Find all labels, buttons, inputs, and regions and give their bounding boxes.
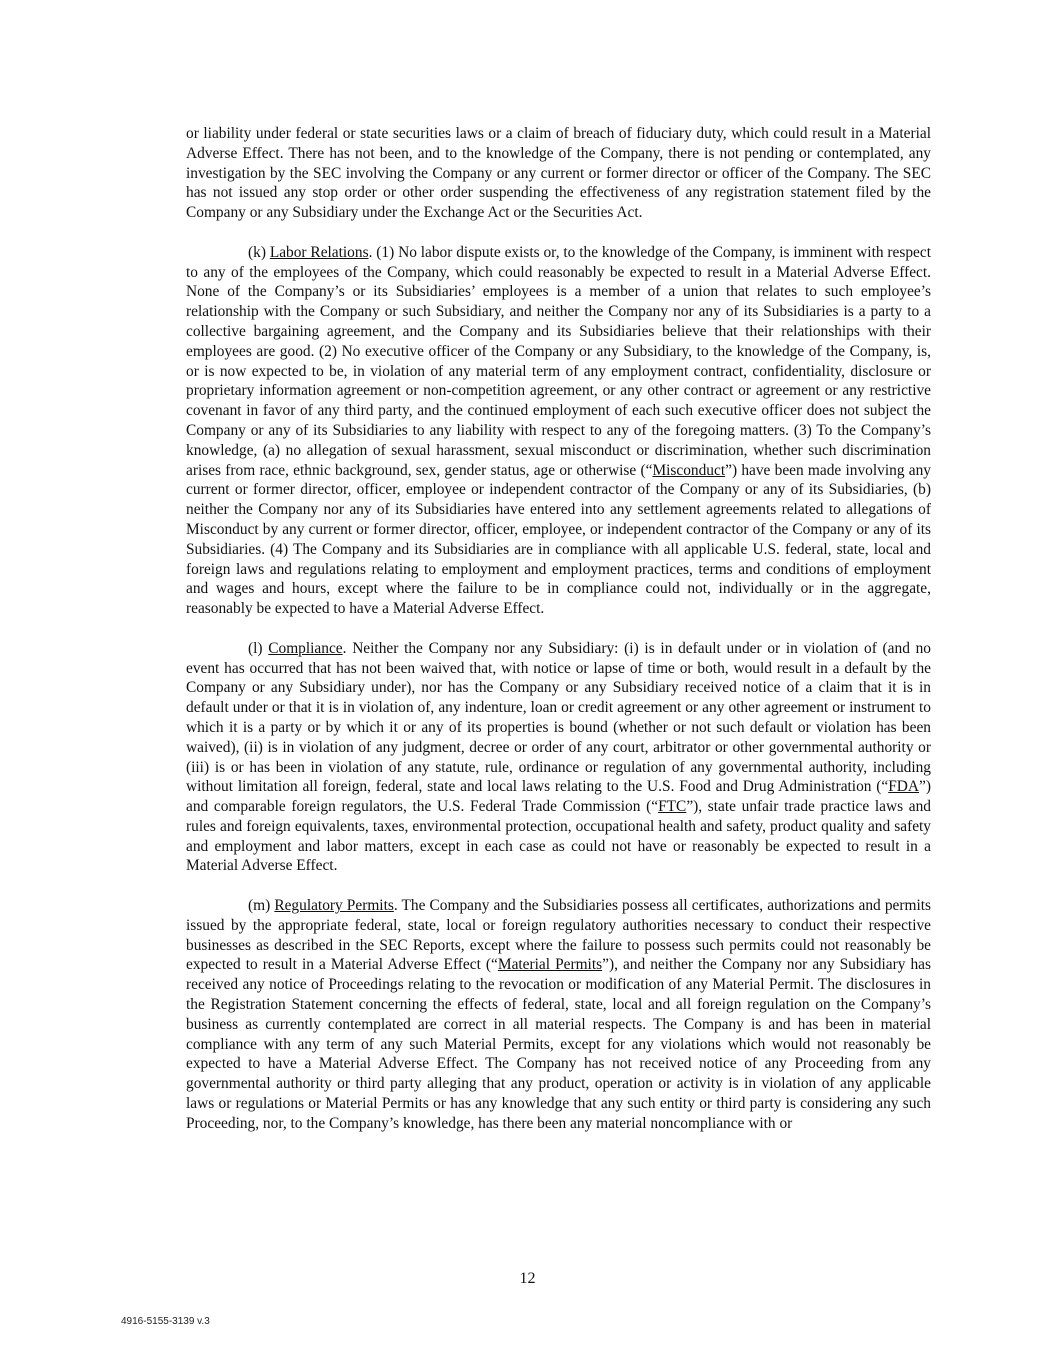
defined-term: FDA [888,778,920,796]
section-label: (l) [248,639,269,657]
document-id: 4916-5155-3139 v.3 [121,1316,210,1327]
section-l-compliance: (l) Compliance. Neither the Company nor any Subsidiary: (i) is in default under or in violation of (and no event has occurred that has not been waived that, with notice or lapse of time or both, would result in a default by the Company or any Subsidiary under), nor has the Company or any Subsidiary received notice of a claim that it is in default under or that it is in violation of, any indenture, loan or credit agreement or any other agreement or instrument to which it is a party or by which it or any of its properties is bound (whether or not such default or violation has been waived), (ii) is in violation of any judgment, decree or order of any court, arbitrator or other governmental authority or (iii) is or has been in violation of any statute, rule, ordinance or regulation of any governmental authority, including without limitation all foreign, federal, state and local laws relating to the U.S. Food and Drug Administration (“FDA”) and comparable foreign regulators, the U.S. Federal Trade Commission (“FTC”), state unfair trade practice laws and rules and foreign equivalents, taxes, environmental protection, occupational health and safety, product quality and safety and employment and labor matters, except in each case as could not have or reasonably be expected to result in a Material Adverse Effect. [186,639,931,875]
section-m-regulatory-permits: (m) Regulatory Permits. The Company and the Subsidiaries possess all certificates, authorizations and permits issued by the appropriate federal, state, local or foreign regulatory authorities necessary to conduct their respective businesses as described in the SEC Reports, except where the failure to possess such permits could not reasonably be expected to result in a Material Adverse Effect (“Material Permits”), and neither the Company nor any Subsidiary has received any notice of Proceedings relating to the revocation or modification of any Material Permit. The disclosures in the Registration Statement concerning the effects of federal, state, local and all foreign regulation on the Company’s business as currently contemplated are correct in all material respects. The Company is and has been in material compliance with any term of any such Material Permits, except for any violations which would not reasonably be expected to have a Material Adverse Effect. The Company has not received notice of any Proceeding from any governmental authority or third party alleging that any product, operation or activity is in violation of any applicable laws or regulations or Material Permits or has any knowledge that any such entity or third party is considering any such Proceeding, nor, to the Company’s knowledge, has there been any material noncompliance with or [186,897,932,1132]
document-body [186,124,931,1153]
paragraph-continuation: or liability under federal or state securities laws or a claim of breach of fiduciary duty, which could result in a Material Adverse Effect. There has not been, and to the knowledge of the Company, there is not pending or contemplated, any investigation by the SEC involving the Company or any current or former director or officer of the Company. The SEC has not issued any stop order or other order suspending the effectiveness of any registration statement filed by the Company or any Subsidiary under the Exchange Act or the Securities Act. [186,125,931,222]
defined-term: Material Permits [497,956,603,974]
section-heading: Labor Relations [269,243,369,261]
section-k-labor-relations: (k) Labor Relations. (1) No labor dispute exists or, to the knowledge of the Company, is imminent with respect to any of the employees of the Company, which could reasonably be expected to result in a Material Adverse Effect. None of the Company’s or its Subsidiaries’ employees is a member of a union that relates to such employee’s relationship with the Company or such Subsidiary, and neither the Company nor any of its Subsidiaries is a party to a collective bargaining agreement, and the Company and its Subsidiaries believe that their relationships with their employees are good. (2) No executive officer of the Company or any Subsidiary, to the knowledge of the Company, is, or is now expected to be, in violation of any material term of any employment contract, confidentiality, disclosure or proprietary information agreement or non-competition agreement, or any other contract or agreement or any restrictive covenant in favor of any third party, and the continued employment of each such executive officer does not subject the Company or any of its Subsidiaries to any liability with respect to any of the foregoing matters. (3) To the Company’s knowledge, (a) no allegation of sexual harassment, sexual misconduct or discrimination, whether such discrimination arises from race, ethnic background, sex, gender status, age or otherwise (“Misconduct”) have been made involving any current or former director, officer, employee or independent contractor of the Company or any of its Subsidiaries, (b) neither the Company nor any of its Subsidiaries have entered into any settlement agreements related to allegations of Misconduct by any current or former director, officer, employee, or independent contractor of the Company or any of its Subsidiaries. (4) The Company and its Subsidiaries are in compliance with all applicable U.S. federal, state, local and foreign laws and regulations relating to employment and employment practices, terms and conditions of employment and wages and hours, except where the failure to be in compliance could not, individually or in the aggregate, reasonably be expected to have a Material Adverse Effect. [186,243,931,618]
defined-term: Misconduct [652,461,726,479]
section-label: (m) [248,897,275,915]
section-heading: Regulatory Permits [274,897,394,915]
section-label: (k) [248,243,270,261]
section-heading: Compliance [268,639,343,657]
defined-term: FTC [658,798,687,816]
page-number: 12 [519,1270,536,1287]
